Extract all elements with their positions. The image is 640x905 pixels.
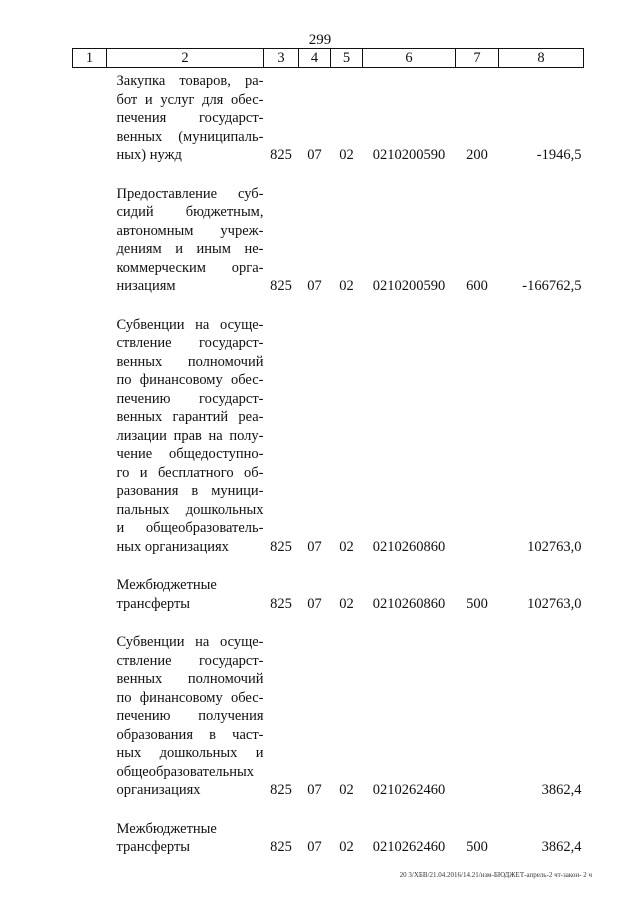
budget-table (72, 48, 584, 857)
row-index-cell (73, 800, 107, 857)
subsection-cell: 02 (339, 782, 354, 798)
row-index-cell (73, 165, 107, 296)
row-index-cell (73, 68, 107, 165)
target-article-cell: 0210262460 (372, 782, 446, 798)
row-name-line: го и бесплатного об- (116, 464, 264, 481)
row-index-cell (73, 296, 107, 557)
row-name-cell (107, 556, 264, 613)
section-cell: 07 (307, 278, 322, 294)
section-cell: 07 (307, 839, 322, 855)
row-name-line: общеобразовательных (116, 763, 255, 780)
row-name-line: лизации прав на полу- (116, 427, 264, 444)
row-name-line: коммерческим орга- (116, 259, 264, 276)
section-cell: 07 (307, 595, 322, 612)
expense-type-cell: 600 (466, 278, 488, 294)
ved-cell: 825 (270, 595, 292, 612)
section-cell: 07 (307, 782, 322, 798)
ved-cell: 825 (270, 839, 292, 855)
table-row (73, 556, 584, 613)
target-article-cell: 0210262460 (372, 839, 446, 855)
amount-cell: 3862,4 (541, 782, 582, 798)
header-col-7: 7 (456, 49, 499, 68)
row-name-line: Закупка товаров, ра- (116, 73, 264, 89)
expense-type-cell (456, 613, 499, 800)
row-name-cell (107, 165, 264, 296)
row-name-line: венных (муниципаль- (116, 128, 264, 145)
row-name-cell (107, 800, 264, 857)
ved-cell: 825 (270, 278, 292, 294)
row-name-line: печения государст- (116, 110, 264, 126)
row-name-cell (107, 296, 264, 557)
row-name-line: сидий бюджетным, (116, 204, 264, 220)
amount-cell: -1946,5 (536, 147, 582, 163)
table-row (73, 68, 584, 165)
row-name-line: трансферты (116, 595, 191, 612)
row-index-cell (73, 556, 107, 613)
table-body (73, 68, 584, 857)
header-col-2: 2 (107, 49, 264, 68)
target-article-cell: 0210200590 (372, 278, 446, 294)
header-row (73, 49, 584, 68)
row-name-line: ствление государст- (116, 652, 264, 669)
expense-type-cell (456, 296, 499, 557)
expense-type-cell: 200 (466, 147, 488, 163)
expense-type-cell: 500 (466, 595, 488, 612)
row-name-line: чение общедоступно- (116, 446, 264, 462)
section-cell: 07 (307, 538, 322, 555)
amount-cell: 102763,0 (527, 538, 582, 555)
row-name-line: по финансовому обес- (116, 372, 264, 388)
header-col-5: 5 (331, 49, 363, 68)
target-article-cell: 0210260860 (372, 538, 446, 555)
ved-cell: 825 (270, 538, 292, 555)
table-header (73, 49, 584, 68)
row-name-cell (107, 613, 264, 800)
row-name-line: ных организациях (116, 538, 229, 555)
header-col-4: 4 (299, 49, 331, 68)
row-name-line: печению получения (116, 708, 264, 724)
row-name-line: Субвенции на осуще- (116, 316, 264, 333)
row-name-line: и общеобразователь- (116, 520, 264, 536)
row-name-line: венных полномочий (116, 353, 264, 370)
subsection-cell: 02 (339, 538, 354, 555)
header-col-3: 3 (264, 49, 299, 68)
page-number: 299 (308, 32, 332, 48)
target-article-cell: 0210200590 (372, 147, 446, 163)
row-name-line: автономным учреж- (116, 222, 264, 239)
row-name-line: Межбюджетные (116, 577, 217, 593)
ved-cell: 825 (270, 147, 292, 163)
row-name-line: венных гарантий реа- (116, 409, 264, 425)
subsection-cell: 02 (339, 839, 354, 855)
row-name-line: венных полномочий (116, 671, 264, 687)
row-name-line: организациях (116, 782, 201, 798)
row-name-line: по финансовому обес- (116, 689, 264, 706)
row-name-line: образования в част- (116, 726, 264, 743)
row-name-line: Субвенции на осуще- (116, 634, 264, 650)
row-name-line: Межбюджетные (116, 820, 217, 837)
row-name-line: ных дошкольных и (116, 745, 264, 761)
section-cell: 07 (307, 147, 322, 163)
row-name-line: пальных дошкольных (116, 501, 264, 518)
subsection-cell: 02 (339, 595, 354, 612)
table-row (73, 800, 584, 857)
row-name-line: низациям (116, 278, 176, 294)
row-name-cell (107, 68, 264, 165)
row-name-line: разования в муници- (116, 483, 264, 499)
header-col-6: 6 (363, 49, 456, 68)
document-footer: 20 3/ХБВ/21.04.2016/14.21/нзм-БЮДЖЕТ-апрель-2 чт-закон- 2 ч (399, 871, 592, 879)
expense-type-cell: 500 (466, 839, 488, 855)
row-name-line: бот и услуг для обес- (116, 91, 264, 108)
row-name-line: ствление государст- (116, 335, 264, 351)
target-article-cell: 0210260860 (372, 595, 446, 612)
row-name-line: дениям и иным не- (116, 241, 264, 257)
amount-cell: -166762,5 (522, 278, 582, 294)
row-index-cell (73, 613, 107, 800)
row-name-line: Предоставление суб- (116, 185, 264, 202)
amount-cell: 102763,0 (527, 595, 582, 612)
row-name-line: ных) нужд (116, 147, 182, 163)
header-col-8: 8 (499, 49, 584, 68)
subsection-cell: 02 (339, 147, 354, 163)
row-name-line: трансферты (116, 839, 191, 855)
table-row (73, 296, 584, 557)
table-row (73, 613, 584, 800)
subsection-cell: 02 (339, 278, 354, 294)
row-name-line: печению государст- (116, 390, 264, 407)
ved-cell: 825 (270, 782, 292, 798)
header-col-1: 1 (73, 49, 107, 68)
amount-cell: 3862,4 (541, 839, 582, 855)
table-row (73, 165, 584, 296)
